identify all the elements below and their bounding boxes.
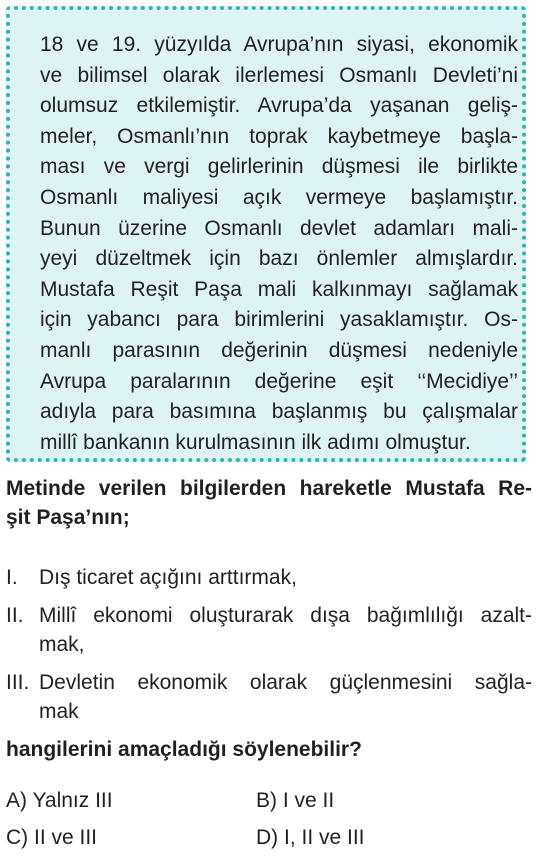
option-c[interactable]: C) II ve III (6, 826, 98, 849)
option-d[interactable]: D) I, II ve III (256, 826, 365, 849)
passage-line: millî bankanın kurulmasının ilk adımı olmuştur. (40, 430, 471, 454)
passage-line: adıyla para basımına başlanmış bu çalışmalar (40, 400, 518, 424)
passage-line: Bunun üzerine Osmanlı devlet adamları mali- (40, 216, 518, 240)
passage-line: meler, Osmanlı’nın toprak kaybetmeye başla- (40, 124, 518, 148)
statement-line: mak (39, 700, 79, 723)
question-stem-line: Metinde verilen bilgilerden hareketle Mustafa Re- (6, 477, 532, 500)
passage-line: olumsuz etkilemiştir. Avrupa’da yaşanan geliş- (40, 94, 518, 118)
passage-line: yeyi düzeltmek için bazı önlemler almışlardır. (40, 247, 518, 271)
statement-line: Millî ekonomi oluşturarak dışa bağımlılığı azalt- (39, 603, 532, 627)
question-stem (6, 474, 532, 532)
statement-text (39, 601, 532, 660)
passage-line: Osmanlı maliyesi açık vermeye başlamıştır. (40, 185, 518, 209)
question-stem-line: şit Paşa’nın; (6, 506, 130, 529)
statement-list (6, 563, 532, 735)
statement-number: III. (6, 670, 30, 694)
passage-text (40, 30, 518, 458)
passage-line: 18 ve 19. yüzyılda Avrupa’nın siyasi, ekonomik (40, 33, 518, 56)
passage-line: manlı parasının değerinin düşmesi nedeniyle (40, 338, 518, 362)
option-b[interactable]: B) I ve II (256, 789, 335, 812)
passage-line: için yabancı para birimlerini yasaklamıştır. Os- (40, 308, 518, 332)
statement-number: II. (6, 603, 24, 627)
statement-line: mak, (39, 633, 85, 656)
passage-line: Avrupa paralarının değerine eşit ‘‘Mecidiye’’ (40, 369, 518, 393)
passage-box (6, 6, 526, 462)
statement-line: Devletin ekonomik olarak güçlenmesini sağla- (39, 670, 532, 694)
statement-text (39, 668, 532, 727)
statement-line: Dış ticaret açığını arttırmak, (39, 566, 297, 589)
statement-number: I. (6, 566, 18, 589)
statement-text (39, 563, 532, 593)
statement-item (6, 563, 532, 593)
passage-line: ması ve vergi gelirlerinin düşmesi ile birlikte (40, 155, 518, 179)
statement-item (6, 601, 532, 660)
option-a[interactable]: A) Yalnız III (6, 789, 113, 812)
passage-line: ve bilimsel olarak ilerlemesi Osmanlı Devleti’ni (40, 63, 518, 87)
passage-line: Mustafa Reşit Paşa mali kalkınmayı sağlamak (40, 277, 518, 301)
question-prompt: hangilerini amaçladığı söylenebilir? (6, 738, 362, 761)
statement-item (6, 668, 532, 727)
